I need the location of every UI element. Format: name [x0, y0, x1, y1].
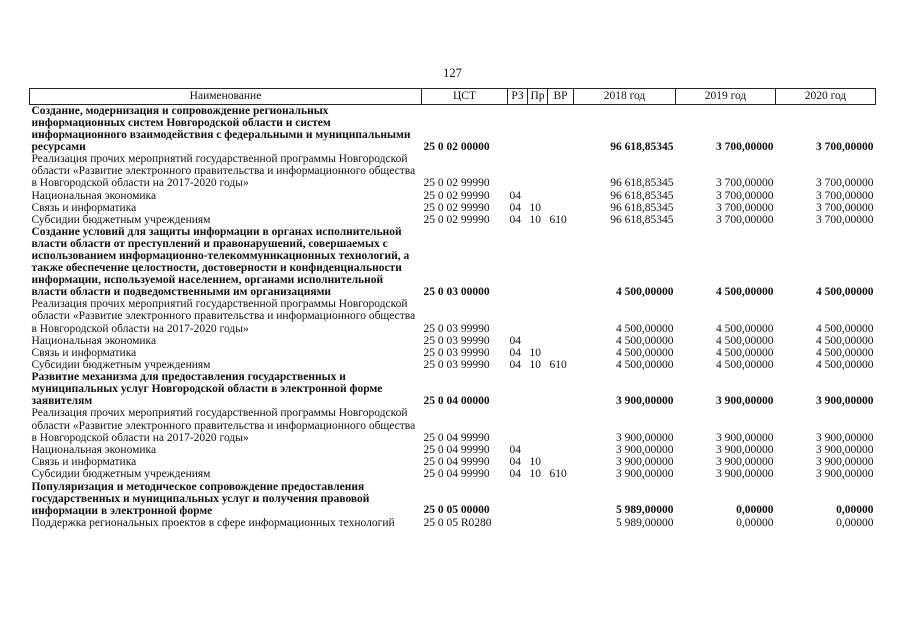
cell-2020: 3 900,00000 [816, 468, 874, 481]
cell-pr: 10 [529, 347, 541, 360]
cell-cst: 25 0 03 99990 [423, 347, 490, 360]
table-body [30, 105, 876, 529]
table-row [30, 335, 876, 347]
cell-rz: 04 [509, 444, 521, 457]
cell-pr: 10 [529, 456, 541, 469]
cell-2019: 3 700,00000 [716, 177, 774, 190]
cell-2019: 3 900,00000 [716, 456, 774, 469]
cell-pr: 10 [529, 359, 541, 372]
cell-pr: 10 [529, 201, 541, 214]
header-cst: ЦСТ [422, 89, 508, 105]
cell-2020: 3 700,00000 [816, 201, 874, 214]
cell-cst: 25 0 04 99990 [423, 456, 490, 469]
cell-2018: 4 500,00000 [616, 286, 674, 299]
cell-2019: 4 500,00000 [716, 347, 774, 360]
cell-name: Субсидии бюджетным учреждениям [31, 359, 211, 372]
cell-2018: 4 500,00000 [616, 359, 674, 372]
header-name: Наименование [30, 89, 422, 105]
cell-cst: 25 0 03 99990 [423, 359, 490, 372]
cell-vr [548, 202, 574, 214]
cell-2019: 3 700,00000 [716, 214, 774, 227]
cell-name: Создание условий для защиты информации в органах исполнительной власти области от преступлений и правонарушений, совершаемых с использованием информационно-телекоммуникационных технологий, а также обеспечение целостности, достоверности и конфиденциальности информации, используемой населением, органами исполнительной власти области и подведомственными им организациями [31, 226, 410, 299]
cell-2018: 96 618,85345 [610, 214, 674, 227]
cell-2019: 3 900,00000 [716, 444, 774, 457]
cell-pr [528, 105, 548, 154]
cell-vr [548, 153, 574, 190]
cell-cst: 25 0 02 99990 [423, 214, 490, 227]
cell-2020: 4 500,00000 [816, 347, 874, 360]
header-2020: 2020 год [776, 89, 876, 105]
cell-2018: 3 900,00000 [616, 468, 674, 481]
cell-2019: 3 700,00000 [716, 189, 774, 202]
table-row [30, 517, 876, 529]
cell-2019: 0,00000 [736, 516, 774, 529]
cell-pr [528, 153, 548, 190]
cell-rz: 04 [509, 468, 521, 481]
table-row [30, 371, 876, 407]
table-row [30, 347, 876, 359]
cell-name: Развитие механизма для предоставления государственных и муниципальных услуг Новгородской области в электронной форме заявителям [31, 371, 383, 408]
cell-pr [528, 407, 548, 444]
cell-rz [508, 481, 528, 517]
table-row [30, 468, 876, 480]
page-number: 127 [443, 66, 462, 80]
cell-vr [548, 347, 574, 359]
cell-name: Популяризация и методическое сопровождение предоставления государственных и муниципальных услуг и получения правовой информации в электронной форме [31, 480, 370, 517]
cell-rz: 04 [509, 201, 521, 214]
cell-2019: 4 500,00000 [716, 286, 774, 299]
cell-name: Национальная экономика [31, 189, 157, 202]
cell-2018: 3 900,00000 [616, 456, 674, 469]
cell-cst: 25 0 04 99990 [423, 431, 490, 444]
header-2018: 2018 год [574, 89, 676, 105]
cell-2020: 3 900,00000 [816, 456, 874, 469]
cell-2019: 4 500,00000 [716, 359, 774, 372]
cell-2019: 3 900,00000 [716, 431, 774, 444]
cell-pr: 10 [529, 468, 541, 481]
cell-2020: 4 500,00000 [816, 334, 874, 347]
cell-2018: 5 989,00000 [616, 504, 674, 517]
cell-2019: 3 700,00000 [716, 201, 774, 214]
cell-2018: 96 618,85345 [610, 201, 674, 214]
cell-cst: 25 0 04 00000 [423, 395, 490, 408]
cell-2018: 4 500,00000 [616, 322, 674, 335]
cell-name: Реализация прочих мероприятий государственной программы Новгородской области «Развитие электронного правительства и информационного общества в Новгородской области на 2017-2020 годы» [31, 153, 416, 190]
cell-rz: 04 [509, 189, 521, 202]
cell-vr [548, 298, 574, 335]
cell-2020: 4 500,00000 [816, 286, 874, 299]
table-row [30, 456, 876, 468]
cell-2020: 0,00000 [836, 516, 874, 529]
cell-rz [508, 153, 528, 190]
cell-2018: 96 618,85345 [574, 105, 676, 154]
cell-rz: 04 [509, 456, 521, 469]
table-row [30, 214, 876, 226]
cell-name: Поддержка региональных проектов в сфере информационных технологий [31, 516, 395, 529]
cell-name: Субсидии бюджетным учреждениям [31, 214, 211, 227]
cell-name: Реализация прочих мероприятий государственной программы Новгородской области «Развитие электронного правительства и информационного общества в Новгородской области на 2017-2020 годы» [31, 298, 416, 335]
cell-2020: 4 500,00000 [816, 322, 874, 335]
cell-rz [508, 226, 528, 298]
cell-pr [528, 517, 548, 529]
cell-2018: 4 500,00000 [616, 347, 674, 360]
table-row [30, 202, 876, 214]
header-pr: Пр [528, 89, 548, 105]
cell-cst: 25 0 02 99990 [423, 177, 490, 190]
cell-2020: 4 500,00000 [816, 359, 874, 372]
cell-pr [528, 226, 548, 298]
cell-rz [508, 371, 528, 407]
cell-cst: 25 0 04 99990 [423, 444, 490, 457]
table-row [30, 481, 876, 517]
cell-pr [528, 190, 548, 202]
table-header-row [30, 89, 876, 105]
header-vr: ВР [548, 89, 574, 105]
cell-vr [548, 517, 574, 529]
cell-vr [548, 105, 574, 154]
table-row [30, 153, 876, 190]
cell-2019: 3 700,00000 [676, 105, 776, 154]
cell-pr [528, 371, 548, 407]
cell-pr [528, 481, 548, 517]
cell-cst: 25 0 02 00000 [422, 105, 508, 154]
table-row [30, 407, 876, 444]
cell-cst: 25 0 05 R0280 [423, 516, 492, 529]
cell-pr: 10 [529, 214, 541, 227]
cell-2019: 0,00000 [736, 504, 774, 517]
cell-rz [508, 298, 528, 335]
cell-rz [508, 517, 528, 529]
cell-2019: 3 900,00000 [716, 395, 774, 408]
cell-2018: 4 500,00000 [616, 334, 674, 347]
cell-vr: 610 [549, 359, 567, 372]
cell-2020: 3 900,00000 [816, 395, 874, 408]
cell-rz: 04 [509, 334, 521, 347]
table-row [30, 444, 876, 456]
cell-pr [528, 298, 548, 335]
cell-vr [548, 481, 574, 517]
header-2019: 2019 год [676, 89, 776, 105]
table-row [30, 359, 876, 371]
cell-vr [548, 371, 574, 407]
cell-2019: 4 500,00000 [716, 334, 774, 347]
cell-vr: 610 [549, 468, 567, 481]
cell-2020: 3 700,00000 [816, 189, 874, 202]
cell-name: Субсидии бюджетным учреждениям [31, 468, 211, 481]
cell-2018: 3 900,00000 [616, 431, 674, 444]
header-rz: РЗ [508, 89, 528, 105]
cell-vr [548, 190, 574, 202]
cell-name: Связь и информатика [31, 347, 137, 360]
budget-table [29, 88, 876, 529]
table-row [30, 105, 876, 154]
cell-2019: 4 500,00000 [716, 322, 774, 335]
cell-rz [508, 105, 528, 154]
cell-2018: 96 618,85345 [610, 177, 674, 190]
table-row [30, 226, 876, 298]
cell-vr [548, 226, 574, 298]
cell-cst: 25 0 02 99990 [423, 201, 490, 214]
cell-2020: 3 700,00000 [816, 214, 874, 227]
cell-vr [548, 456, 574, 468]
cell-2018: 5 989,00000 [616, 516, 674, 529]
cell-2018: 3 900,00000 [616, 395, 674, 408]
cell-rz: 04 [509, 347, 521, 360]
cell-2020: 3 900,00000 [816, 431, 874, 444]
table-row [30, 190, 876, 202]
cell-name: Создание, модернизация и сопровождение региональных информационных систем Новгородской области и систем информационного взаимодействия с федеральными и муниципальными ресурсами [30, 105, 422, 154]
cell-name: Связь и информатика [31, 201, 137, 214]
cell-2020: 3 700,00000 [776, 105, 876, 154]
cell-vr [548, 335, 574, 347]
cell-2020: 3 700,00000 [816, 177, 874, 190]
cell-name: Национальная экономика [31, 334, 157, 347]
cell-cst: 25 0 05 00000 [423, 504, 490, 517]
cell-cst: 25 0 02 99990 [423, 189, 490, 202]
cell-pr [528, 335, 548, 347]
cell-2020: 0,00000 [836, 504, 874, 517]
cell-rz: 04 [509, 214, 521, 227]
cell-pr [528, 444, 548, 456]
cell-vr [548, 444, 574, 456]
cell-cst: 25 0 04 99990 [423, 468, 490, 481]
cell-vr: 610 [549, 214, 567, 227]
cell-vr [548, 407, 574, 444]
cell-rz [508, 407, 528, 444]
table-row [30, 298, 876, 335]
cell-name: Связь и информатика [31, 456, 137, 469]
cell-cst: 25 0 03 99990 [423, 334, 490, 347]
cell-2018: 3 900,00000 [616, 444, 674, 457]
cell-name: Реализация прочих мероприятий государственной программы Новгородской области «Развитие электронного правительства и информационного общества в Новгородской области на 2017-2020 годы» [31, 407, 416, 444]
cell-rz: 04 [509, 359, 521, 372]
cell-2019: 3 900,00000 [716, 468, 774, 481]
cell-2020: 3 900,00000 [816, 444, 874, 457]
cell-name: Национальная экономика [31, 444, 157, 457]
cell-cst: 25 0 03 99990 [423, 322, 490, 335]
cell-cst: 25 0 03 00000 [423, 286, 490, 299]
cell-2018: 96 618,85345 [610, 189, 674, 202]
